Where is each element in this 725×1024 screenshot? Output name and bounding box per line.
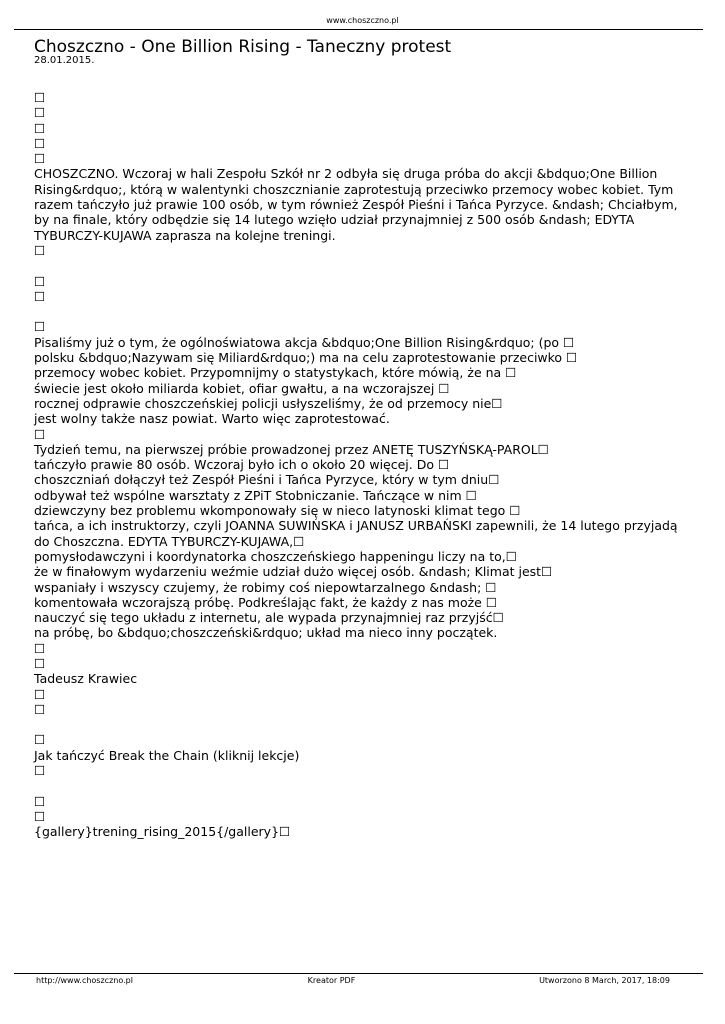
article-line: ☐ xyxy=(34,120,46,136)
article-line xyxy=(34,304,694,319)
article-date: 28.01.2015. xyxy=(34,55,95,66)
article-line: choszczniań dołączył też Zespół Pieśni i Tańca Pyrzyce, który w tym dniu☐ xyxy=(34,472,500,488)
article-line: ☐ xyxy=(34,319,46,335)
article-line: tańca, a ich instruktorzy, czyli JOANNA SUWIŃSKA i JANUSZ URBAŃSKI zapewnili, że 14 lutego przyjadą xyxy=(34,518,678,534)
article-line: wspaniały i wszyscy czujemy, że robimy coś niepowtarzalnego &ndash; ☐ xyxy=(34,579,497,595)
article-line xyxy=(34,258,694,273)
article-line: ☐ xyxy=(34,90,46,105)
article-line: ☐ xyxy=(34,105,46,121)
article-line: ☐ xyxy=(34,426,46,442)
article-line: Rising&rdquo;, którą w walentynki choszcznianie zaprotestują przeciwko przemocy wobec kobiet. Tym xyxy=(34,181,674,197)
article-line: ☐ xyxy=(34,808,46,824)
article-line: do Choszczna. EDYTA TYBURCZY-KUJAWA,☐ xyxy=(34,533,305,549)
article-line: ☐ xyxy=(34,701,46,717)
article-line: TYBURCZY-KUJAWA zaprasza na kolejne treningi. xyxy=(34,227,336,243)
footer-divider xyxy=(14,973,703,974)
article-line: Tadeusz Krawiec xyxy=(34,671,138,687)
article-line: na próbę, bo &bdquo;choszczeński&rdquo; układ ma nieco inny początek. xyxy=(34,625,498,641)
article-line: tańczyło prawie 80 osób. Wczoraj było ich o około 20 więcej. Do ☐ xyxy=(34,457,450,473)
article-line: CHOSZCZNO. Wczoraj w hali Zespołu Szkół nr 2 odbyła się druga próba do akcji &bdquo;One Billion xyxy=(34,166,658,182)
footer-url: http://www.choszczno.pl xyxy=(36,976,133,985)
article-line: nauczyć się tego układu z internetu, ale wypada przynajmniej raz przyjść☐ xyxy=(34,610,504,626)
article-line: Pisaliśmy już o tym, że ogólnoświatowa akcja &bdquo;One Billion Rising&rdquo; (po ☐ xyxy=(34,334,575,350)
article-line: odbywał też wspólne warsztaty z ZPiT Stobniczanie. Tańczące w nim ☐ xyxy=(34,487,477,503)
article-line: ☐ xyxy=(34,763,46,779)
article-line: ☐ xyxy=(34,640,46,656)
article-line: ☐ xyxy=(34,732,46,748)
article-line: ☐ xyxy=(34,273,46,289)
article-line: rocznej odprawie choszczeńskiej policji usłyszeliśmy, że od przemocy nie☐ xyxy=(34,395,503,411)
article-line: by na finale, który odbędzie się 14 lutego wzięło udział przynajmniej z 500 osób &ndash; EDYTA xyxy=(34,212,635,228)
article-line: że w finałowym wydarzeniu weźmie udział dużo więcej osób. &ndash; Klimat jest☐ xyxy=(34,564,553,580)
footer-generator: Kreator PDF xyxy=(307,976,356,985)
article-line: {gallery}trening_rising_2015{/gallery}☐ xyxy=(34,824,291,840)
header-site-url: www.choszczno.pl xyxy=(326,16,399,25)
header-divider xyxy=(14,29,703,30)
article-line xyxy=(34,717,694,732)
article-line: jest wolny także nasz powiat. Warto więc zaprotestować. xyxy=(34,411,390,427)
article-line: ☐ xyxy=(34,242,46,258)
article-line: polsku &bdquo;Nazywam się Miliard&rdquo;) ma na celu zaprotestowanie przeciwko ☐ xyxy=(34,350,578,366)
article-line: przemocy wobec kobiet. Przypomnijmy o statystykach, które mówią, że na ☐ xyxy=(34,365,517,381)
article-line: dziewczyny bez problemu wkomponowały się w nieco latynoski klimat tego ☐ xyxy=(34,503,521,519)
article-line: ☐ xyxy=(34,686,46,702)
article-line: świecie jest około miliarda kobiet, ofiar gwałtu, a na wczorajszej ☐ xyxy=(34,380,450,396)
article-line: Jak tańczyć Break the Chain (kliknij lekcje) xyxy=(34,747,300,763)
article-line: komentowała wczorajszą próbę. Podkreślając fakt, że każdy z nas może ☐ xyxy=(34,594,498,610)
article-body xyxy=(34,90,694,840)
article-line: Tydzień temu, na pierwszej próbie prowadzonej przez ANETĘ TUSZYŃSKĄ-PAROL☐ xyxy=(34,441,549,457)
article-line: ☐ xyxy=(34,793,46,809)
article-line: pomysłodawczyni i koordynatorka choszczeńskiego happeningu liczy na to,☐ xyxy=(34,548,517,564)
article-title: Choszczno - One Billion Rising - Taneczny protest xyxy=(34,37,452,57)
article-line: razem tańczyło już prawie 100 osób, w tym również Zespół Pieśni i Tańca Pyrzyce. &ndash; Chciałbym, xyxy=(34,197,678,213)
article-line: ☐ xyxy=(34,135,46,151)
article-line: ☐ xyxy=(34,151,46,167)
footer-created: Utworzono 8 March, 2017, 18:09 xyxy=(539,976,670,985)
article-line xyxy=(34,778,694,793)
article-line: ☐ xyxy=(34,655,46,671)
article-line: ☐ xyxy=(34,288,46,304)
